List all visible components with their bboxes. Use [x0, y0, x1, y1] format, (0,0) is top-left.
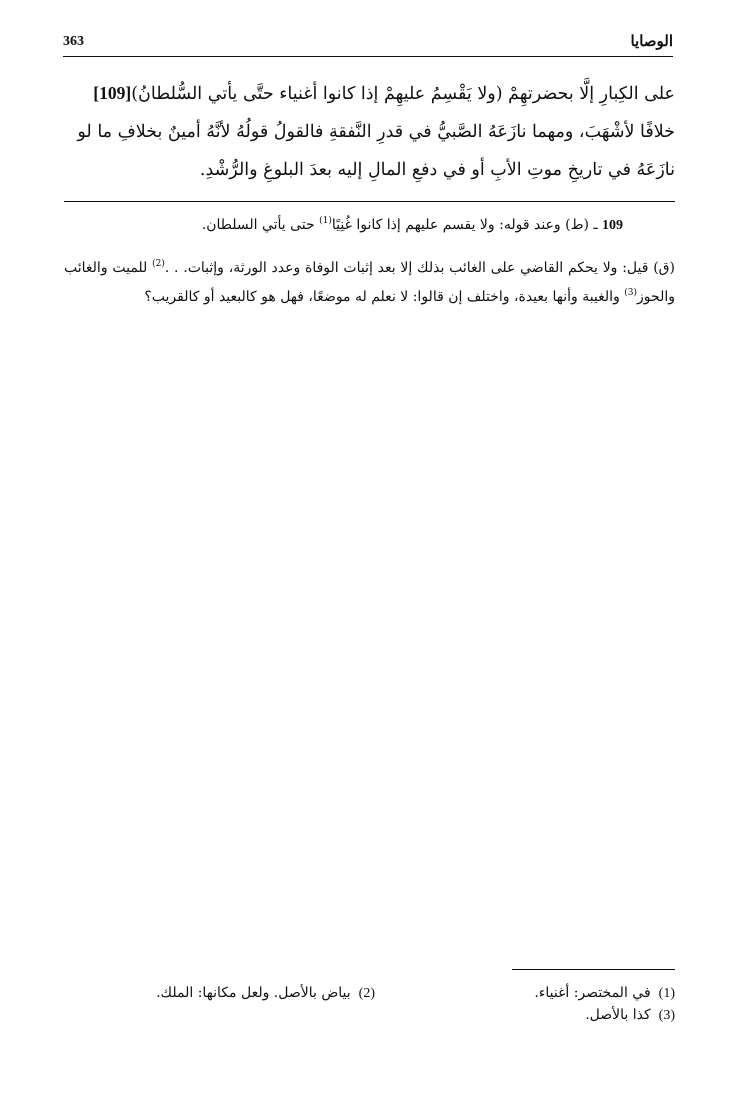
footnote-text: بياض بالأصل. ولعل مكانها: الملك.	[156, 985, 351, 1001]
footnote-number: (1)	[658, 986, 675, 1001]
main-text-line-3: نازَعَهُ في تاريخِ موتِ الأبِ أو في دفعِ المالِ إليه بعدَ البلوغِ والرُّشْدِ.	[199, 160, 675, 180]
commentary-reference: [109]	[93, 83, 132, 103]
footnote-divider	[512, 969, 675, 970]
footnote-text: كذا بالأصل.	[585, 1007, 651, 1023]
commentary-heading-text-end: حتى يأتي السلطان.	[201, 217, 315, 233]
commentary-body-part-1: (ق) قيل: ولا يحكم القاضي على الغائب بذلك إلا بعد إثبات الوفاة وعدد الورثة، وإثبات. . .	[164, 260, 675, 276]
main-text	[64, 74, 675, 189]
footnote-3	[585, 1004, 675, 1027]
main-text-line	[64, 74, 675, 113]
section-divider	[64, 201, 675, 202]
commentary	[64, 211, 675, 312]
footnote-marker-2: (2)	[152, 259, 165, 269]
page-number: 363	[63, 34, 84, 49]
main-text-line-1: على الكِبارِ إلَّا بحضرتهِمْ (ولا يَقْسِمُ عليهِمْ إذا كانوا أغنياء حتَّى يأتي السُّلطانُ)	[131, 84, 675, 104]
footnote-number: (3)	[658, 1008, 675, 1023]
footnote-marker-3: (3)	[624, 288, 638, 298]
footnote-marker-1: (1)	[319, 216, 332, 226]
page-header	[63, 32, 673, 57]
commentary-heading	[64, 211, 675, 240]
commentary-body	[64, 254, 675, 312]
running-title: الوصايا	[630, 32, 673, 50]
main-text-line-2: خلافًا لأشْهَبَ، ومهما نازَعَهُ الصَّبيُّ في قدرِ النَّفقةِ فالقولُ قولُهُ لأنَّهُ أمينٌ بخلافِ ما لو	[77, 122, 675, 142]
footnote-text: في المختصر: أغنياء.	[534, 985, 651, 1001]
footnote-1	[534, 982, 675, 1005]
commentary-body-part-3: والغيبة وأنها بعيدة، واختلف إن قالوا: لا نعلم له موضعًا، فهل هو كالبعيد أو كالقريب؟	[144, 289, 620, 305]
footnote-2	[156, 982, 375, 1005]
commentary-number: 109	[602, 218, 623, 233]
commentary-body-part-2: للميت والغائب والحوز	[64, 260, 675, 305]
commentary-heading-text: ـ (ط) وعند قوله: ولا يقسم عليهم إذا كانوا غُنِيًا	[331, 217, 598, 233]
footnote-number: (2)	[358, 986, 375, 1001]
